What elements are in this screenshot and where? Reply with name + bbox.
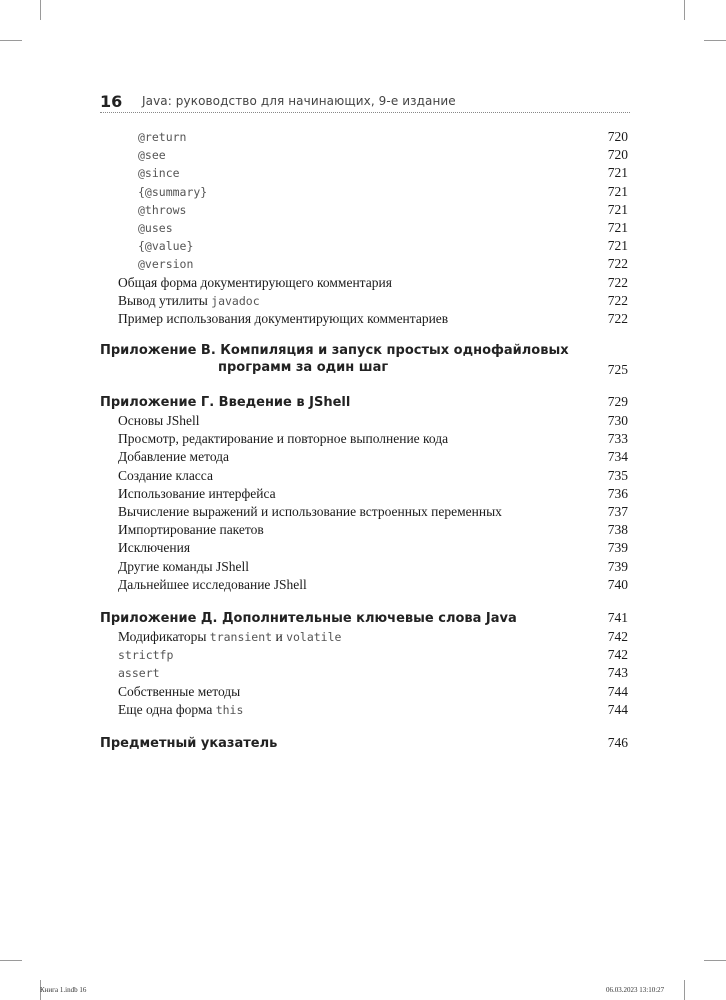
- crop-mark: [0, 40, 22, 41]
- chapter-title: Приложение Г. Введение в JShell: [100, 395, 351, 411]
- crop-mark: [684, 980, 685, 1000]
- entry-page: 742: [607, 628, 628, 644]
- toc-entry-value-tag: [100, 237, 628, 255]
- toc-entry-version-tag: [100, 255, 628, 273]
- toc-entry-this-form: [100, 701, 628, 719]
- chapter-page: 741: [607, 609, 628, 625]
- toc-entry-further-study: [100, 576, 628, 594]
- entry-title: Добавление метода: [118, 449, 230, 465]
- toc-entry-assert: [100, 664, 628, 682]
- entry-page: 736: [607, 485, 628, 501]
- toc-entry-import-packages: [100, 521, 628, 539]
- toc-entry-modifiers: [100, 628, 628, 646]
- entry-page: 721: [607, 183, 628, 199]
- entry-title: Основы JShell: [118, 413, 200, 429]
- entry-title: Еще одна форма this: [118, 701, 244, 717]
- entry-page: 721: [607, 165, 628, 181]
- crop-mark: [684, 0, 685, 20]
- entry-page: 737: [607, 504, 628, 519]
- entry-title: @uses: [138, 220, 173, 235]
- entry-title: assert: [118, 666, 160, 681]
- crop-mark: [40, 0, 41, 20]
- toc-entry-jshell-basics: [100, 412, 628, 430]
- entry-title: Пример использования документирующих комментариев: [118, 310, 449, 326]
- entry-title: Вывод утилиты javadoc: [118, 292, 260, 308]
- entry-title: Другие команды JShell: [118, 558, 250, 574]
- entry-page: 735: [607, 467, 628, 483]
- toc-chapter-index: [100, 733, 628, 753]
- toc-entry-javadoc-output: [100, 292, 628, 310]
- entry-title: Создание класса: [118, 467, 213, 483]
- entry-title: @version: [138, 257, 194, 272]
- entry-title: @since: [138, 166, 180, 181]
- table-of-contents: [100, 128, 628, 753]
- entry-title: Использование интерфейса: [118, 485, 276, 501]
- entry-title: Просмотр, редактирование и повторное выполнение кода: [118, 431, 449, 447]
- book-title: Java: руководство для начинающих, 9-е издание: [142, 94, 456, 108]
- chapter-title: Приложение В. Компиляция и запуск простых однофайловых: [100, 343, 569, 359]
- toc-entry-javadoc-example: [100, 310, 628, 328]
- entry-page: 721: [607, 201, 628, 217]
- entry-page: 721: [607, 238, 628, 254]
- toc-entry-expressions: [100, 503, 628, 521]
- toc-entry-add-method: [100, 448, 628, 466]
- entry-page: 734: [607, 449, 628, 465]
- entry-title: Импортирование пакетов: [118, 522, 264, 538]
- toc-chapter-appendix-g: [100, 392, 628, 412]
- toc-entry-create-class: [100, 467, 628, 485]
- toc-entry-general-form: [100, 274, 628, 292]
- print-footer-left: Книга 1.indb 16: [40, 986, 87, 994]
- entry-page: 740: [607, 576, 628, 592]
- chapter-title: Приложение Д. Дополнительные ключевые слова Java: [100, 610, 517, 626]
- page-number: 16: [100, 92, 123, 111]
- entry-page: 722: [607, 292, 628, 308]
- toc-entry-use-interface: [100, 485, 628, 503]
- toc-entry-since-tag: [100, 164, 628, 182]
- toc-entry-return-tag: [100, 128, 628, 146]
- toc-entry-exceptions: [100, 539, 628, 557]
- entry-title: Модификаторы transient и volatile: [118, 628, 342, 644]
- toc-entry-see-tag: [100, 146, 628, 164]
- entry-page: 722: [607, 274, 628, 290]
- crop-mark: [704, 960, 726, 961]
- entry-page: 742: [607, 647, 628, 663]
- toc-entry-throws-tag: [100, 201, 628, 219]
- toc-entry-summary-tag: [100, 183, 628, 201]
- toc-entry-strictfp: [100, 646, 628, 664]
- running-head: [100, 92, 630, 114]
- entry-title: @throws: [138, 202, 187, 217]
- toc-entry-uses-tag: [100, 219, 628, 237]
- header-rule: [100, 112, 630, 113]
- crop-mark: [0, 960, 22, 961]
- entry-title: {@summary}: [138, 184, 208, 199]
- entry-page: 722: [607, 256, 628, 272]
- toc-chapter-appendix-v: [100, 342, 628, 378]
- entry-page: 739: [607, 540, 628, 556]
- toc-chapter-appendix-d: [100, 608, 628, 628]
- entry-page: 738: [607, 522, 628, 538]
- chapter-title: Предметный указатель: [100, 735, 278, 751]
- entry-page: 733: [607, 431, 628, 447]
- toc-entry-other-commands: [100, 558, 628, 576]
- entry-title: Собственные методы: [118, 683, 241, 699]
- entry-page: 739: [607, 558, 628, 574]
- print-footer-right: 06.03.2023 13:10:27: [606, 986, 665, 994]
- entry-title: Исключения: [118, 540, 191, 556]
- entry-title: Дальнейшее исследование JShell: [118, 576, 307, 592]
- entry-title: Вычисление выражений и использование встроенных переменных: [118, 504, 502, 519]
- entry-page: 730: [607, 413, 628, 429]
- entry-title: strictfp: [118, 648, 174, 663]
- chapter-page: 725: [607, 362, 628, 378]
- entry-page: 744: [607, 683, 628, 699]
- entry-title: @see: [138, 148, 166, 163]
- entry-page: 722: [607, 310, 628, 326]
- entry-title: {@value}: [138, 239, 194, 254]
- entry-page: 720: [607, 129, 628, 144]
- chapter-page: 746: [607, 734, 628, 750]
- entry-title: Общая форма документирующего комментария: [118, 274, 392, 290]
- entry-page: 721: [607, 219, 628, 235]
- entry-page: 720: [607, 147, 628, 163]
- entry-page: 743: [607, 665, 628, 681]
- chapter-page: 729: [607, 394, 628, 410]
- chapter-title-continued: программ за один шаг: [218, 360, 389, 376]
- entry-page: 744: [607, 701, 628, 717]
- entry-title: @return: [138, 130, 187, 144]
- toc-entry-native-methods: [100, 683, 628, 701]
- crop-mark: [704, 40, 726, 41]
- toc-entry-code-editing: [100, 430, 628, 448]
